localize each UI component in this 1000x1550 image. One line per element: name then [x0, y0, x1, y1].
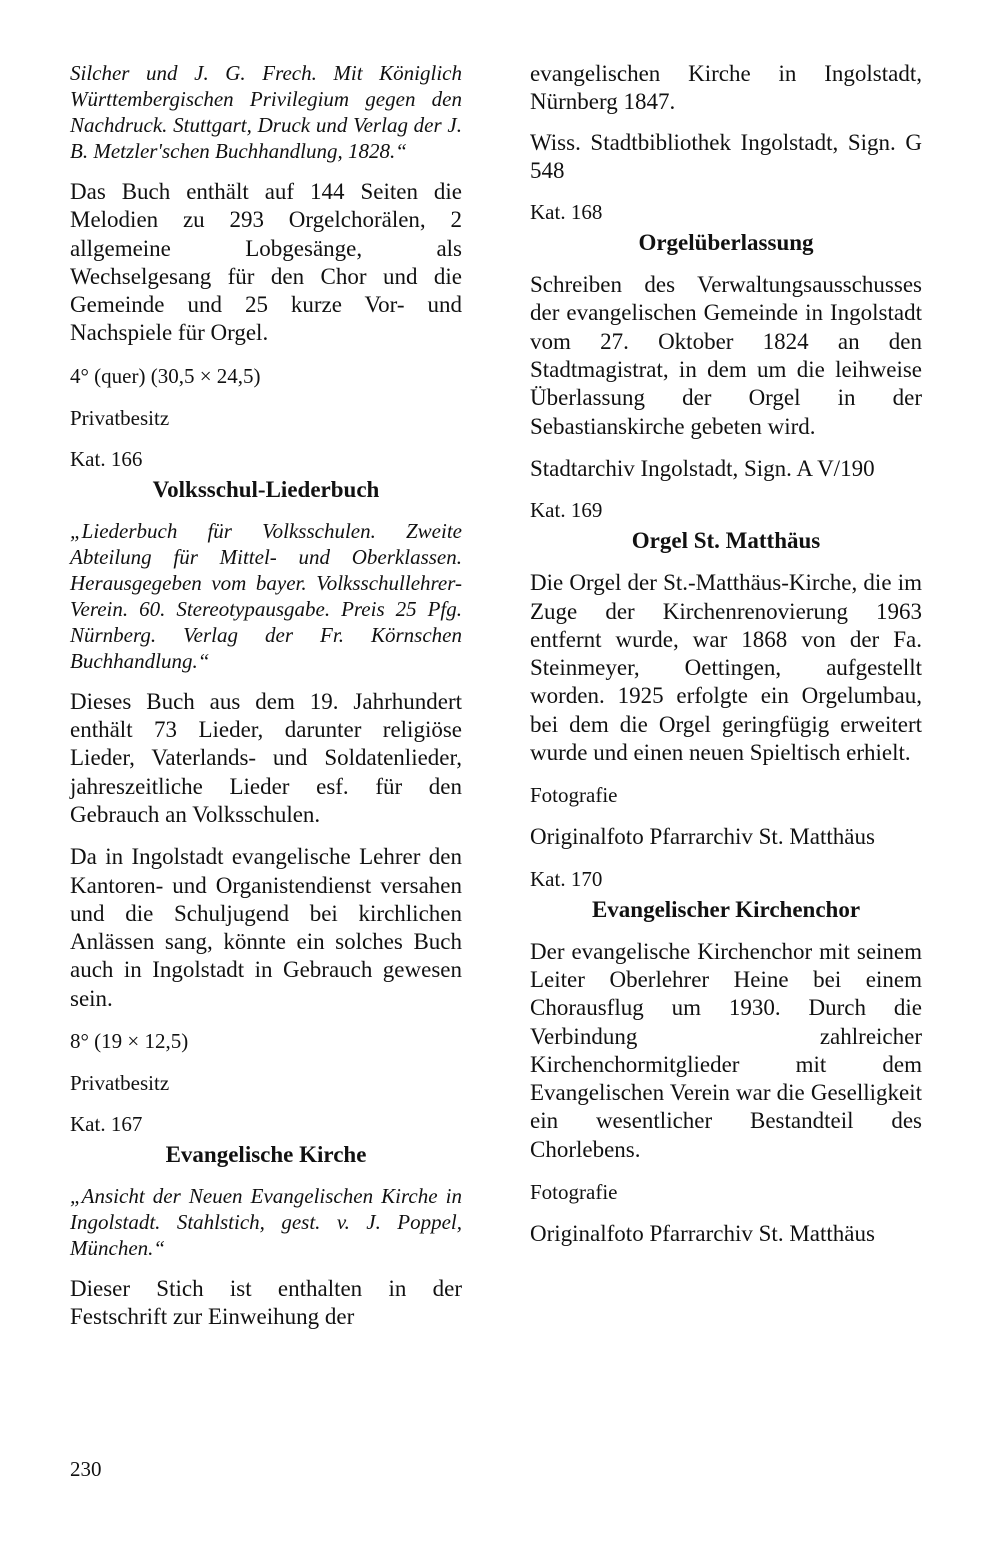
description-167-continued: evangelischen Kirche in Ingolstadt, Nürnberg 1847.: [530, 61, 922, 115]
catalog-number-169: Kat. 169: [530, 498, 603, 523]
format-165: 4° (quer) (30,5 × 24,5): [70, 363, 261, 388]
description-170: Der evangelische Kirchenchor mit seinem Leiter Oberlehrer Heine bei einem Chorausflug um 1930. Durch die Verbindung zahlreicher Kirchenchormitglieder mit dem Evangelischen Verein war die Geselligkeit ein wesentlicher Bestandteil des Chorlebens.: [530, 938, 922, 1162]
entry-title-169: Orgel St. Matthäus: [631, 528, 821, 554]
source-168: Stadtarchiv Ingolstadt, Sign. A V/190: [530, 455, 875, 481]
left-column: [70, 60, 462, 1346]
description-166a: Dieses Buch aus dem 19. Jahrhundert enthält 73 Lieder, darunter religiöse Lieder, Vaterlands- und Soldatenlieder, jahreszeitliche Lieder esf. für den Gebrauch an Volksschulen.: [70, 688, 462, 827]
description-167: Dieser Stich ist enthalten in der Festschrift zur Einweihung der: [70, 1276, 462, 1330]
source-165: Privatbesitz: [70, 405, 170, 430]
entry-title-166: Volksschul-Liederbuch: [152, 476, 380, 502]
entry-title-170: Evangelischer Kirchenchor: [591, 896, 861, 922]
citation-167: „Ansicht der Neuen Evangelischen Kirche in Ingolstadt. Stahlstich, gest. v. J. Poppel, München.“: [70, 1184, 462, 1261]
description-168: Schreiben des Verwaltungsausschusses der evangelischen Gemeinde in Ingolstadt vom 27. Oktober 1824 an den Stadtmagistrat, in dem um die leihweise Überlassung der Orgel in der Sebastianskirche gebeten wird.: [530, 272, 922, 439]
catalog-number-167: Kat. 167: [70, 1112, 143, 1137]
right-column: [530, 60, 922, 1262]
catalog-number-170: Kat. 170: [530, 866, 603, 891]
description-165: Das Buch enthält auf 144 Seiten die Melodien zu 293 Orgelchorälen, 2 allgemeine Lobgesänge, als Wechselgesang für den Chor und die Gemeinde und 25 kurze Vor- und Nachspiele für Orgel.: [70, 179, 462, 346]
entry-title-168: Orgelüberlassung: [638, 230, 814, 256]
format-169: Fotografie: [530, 783, 618, 808]
format-166: 8° (19 × 12,5): [70, 1029, 189, 1054]
description-169: Die Orgel der St.-Matthäus-Kirche, die im Zuge der Kirchenrenovierung 1963 entfernt wurde, war 1868 von der Fa. Steinmeyer, Oettingen, aufgestellt worden. 1925 erfolgte ein Orgelumbau, bei dem die Orgel geringfügig erweitert wurde und einen neuen Spieltisch erhielt.: [530, 570, 922, 766]
description-166b: Da in Ingolstadt evangelische Lehrer den Kantoren- und Organistendienst versahen und die Schuljugend bei kirchlichen Anlässen sang, könnte ein solches Buch auch in Ingolstadt in Gebrauch gewesen sein.: [70, 844, 462, 1011]
catalog-number-168: Kat. 168: [530, 200, 603, 225]
citation-166: „Liederbuch für Volksschulen. Zweite Abteilung für Mittel- und Oberklassen. Herausgegeben vom bayer. Volksschullehrer-Verein. 60. Stereotypausgabe. Preis 25 Pfg. Nürnberg. Verlag der Fr. Körnschen Buchhandlung.“: [70, 518, 462, 673]
source-170: Originalfoto Pfarrarchiv St. Matthäus: [530, 1221, 875, 1247]
entry-title-167: Evangelische Kirche: [165, 1142, 367, 1168]
citation-continued: Silcher und J. G. Frech. Mit Königlich Württembergischen Privilegium gegen den Nachdruck. Stuttgart, Druck und Verlag der J. B. Metzler'schen Buchhandlung, 1828.“: [70, 61, 462, 163]
format-170: Fotografie: [530, 1180, 618, 1205]
page-number: 230: [70, 1457, 102, 1481]
source-169: Originalfoto Pfarrarchiv St. Matthäus: [530, 824, 875, 850]
source-166: Privatbesitz: [70, 1071, 170, 1096]
source-167: Wiss. Stadtbibliothek Ingolstadt, Sign. G 548: [530, 129, 922, 183]
catalog-number-166: Kat. 166: [70, 446, 143, 471]
